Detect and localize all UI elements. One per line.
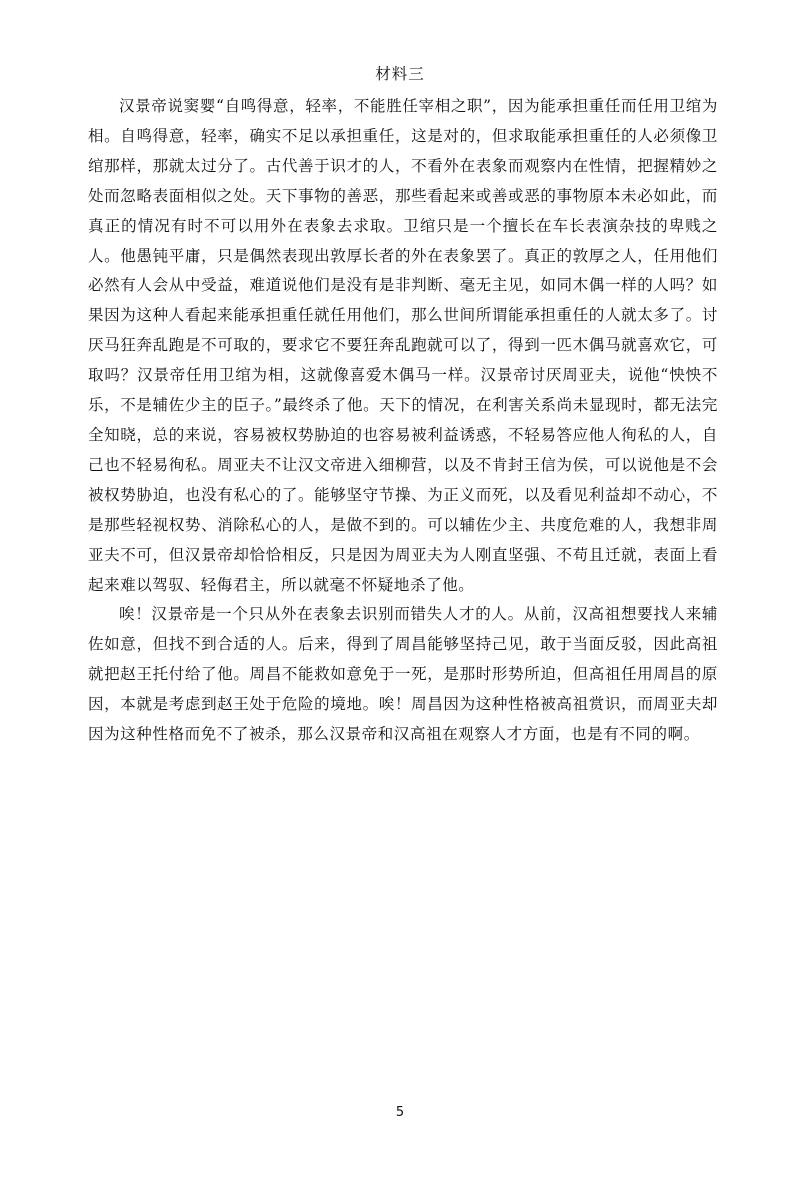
paragraph-1: 汉景帝说窦婴“自鸣得意，轻率，不能胜任宰相之职”，因为能承担重任而任用卫绾为相。自鸣得意，轻率，确实不足以承担重任，这是对的，但求取能承担重任的人必须像卫绾那样，那就太过分了。古代善于识才的人，不看外在表象而观察内在性情，把握精妙之处而忽略表面相似之处。天下事物的善恶，那些看起来或善或恶的事物原本未必如此，而真正的情况有时不可以用外在表象去求取。卫绾只是一个擅长在车长表演杂技的卑贱之人。他愚钝平庸，只是偶然表现出敦厚长者的外在表象罢了。真正的敦厚之人，任用他们必然有人会从中受益，难道说他们是没有是非判断、毫无主见，如同木偶一样的人吗？如果因为这种人看起来能承担重任就任用他们，那么世间所谓能承担重任的人就太多了。讨厌马狂奔乱跑是不可取的，要求它不要狂奔乱跑就可以了，得到一匹木偶马就喜欢它，可取吗？汉景帝任用卫绾为相，这就像喜爱木偶马一样。汉景帝讨厌周亚夫，说他“怏怏不乐，不是辅佐少主的臣子。”最终杀了他。天下的情况，在利害关系尚未显现时，都无法完全知晓，总的来说，容易被权势胁迫的也容易被利益诱惑，不轻易答应他人徇私的人，自己也不轻易徇私。周亚夫不让汉文帝进入细柳营，以及不肯封王信为侯，可以说他是不会被权势胁迫，也没有私心的了。能够坚守节操、为正义而死，以及看见利益却不动心，不是那些轻视权势、消除私心的人，是做不到的。可以辅佐少主、共度危难的人，我想非周亚夫不可，但汉景帝却恰恰相反，只是因为周亚夫为人刚直坚强、不苟且迁就，表面上看起来难以驾驭、轻侮君主，所以就毫不怀疑地杀了他。 (88, 97, 718, 594)
paragraph-2: 唉！汉景帝是一个只从外在表象去识别而错失人才的人。从前，汉高祖想要找人来辅佐如意，但找不到合适的人。后来，得到了周昌能够坚持己见，敢于当面反驳，因此高祖就把赵王托付给了他。周昌不能救如意免于一死，是那时形势所迫，但高祖任用周昌的原因，本就是考虑到赵王处于危险的境地。唉！周昌因为这种性格被高祖赏识，而周亚夫却因为这种性格而免不了被杀，那么汉景帝和汉高祖在观察人才方面，也是有不同的啊。 (88, 605, 718, 744)
article-body (88, 92, 718, 750)
section-title: 材料三 (375, 65, 425, 83)
page-number: 5 (395, 1105, 405, 1120)
